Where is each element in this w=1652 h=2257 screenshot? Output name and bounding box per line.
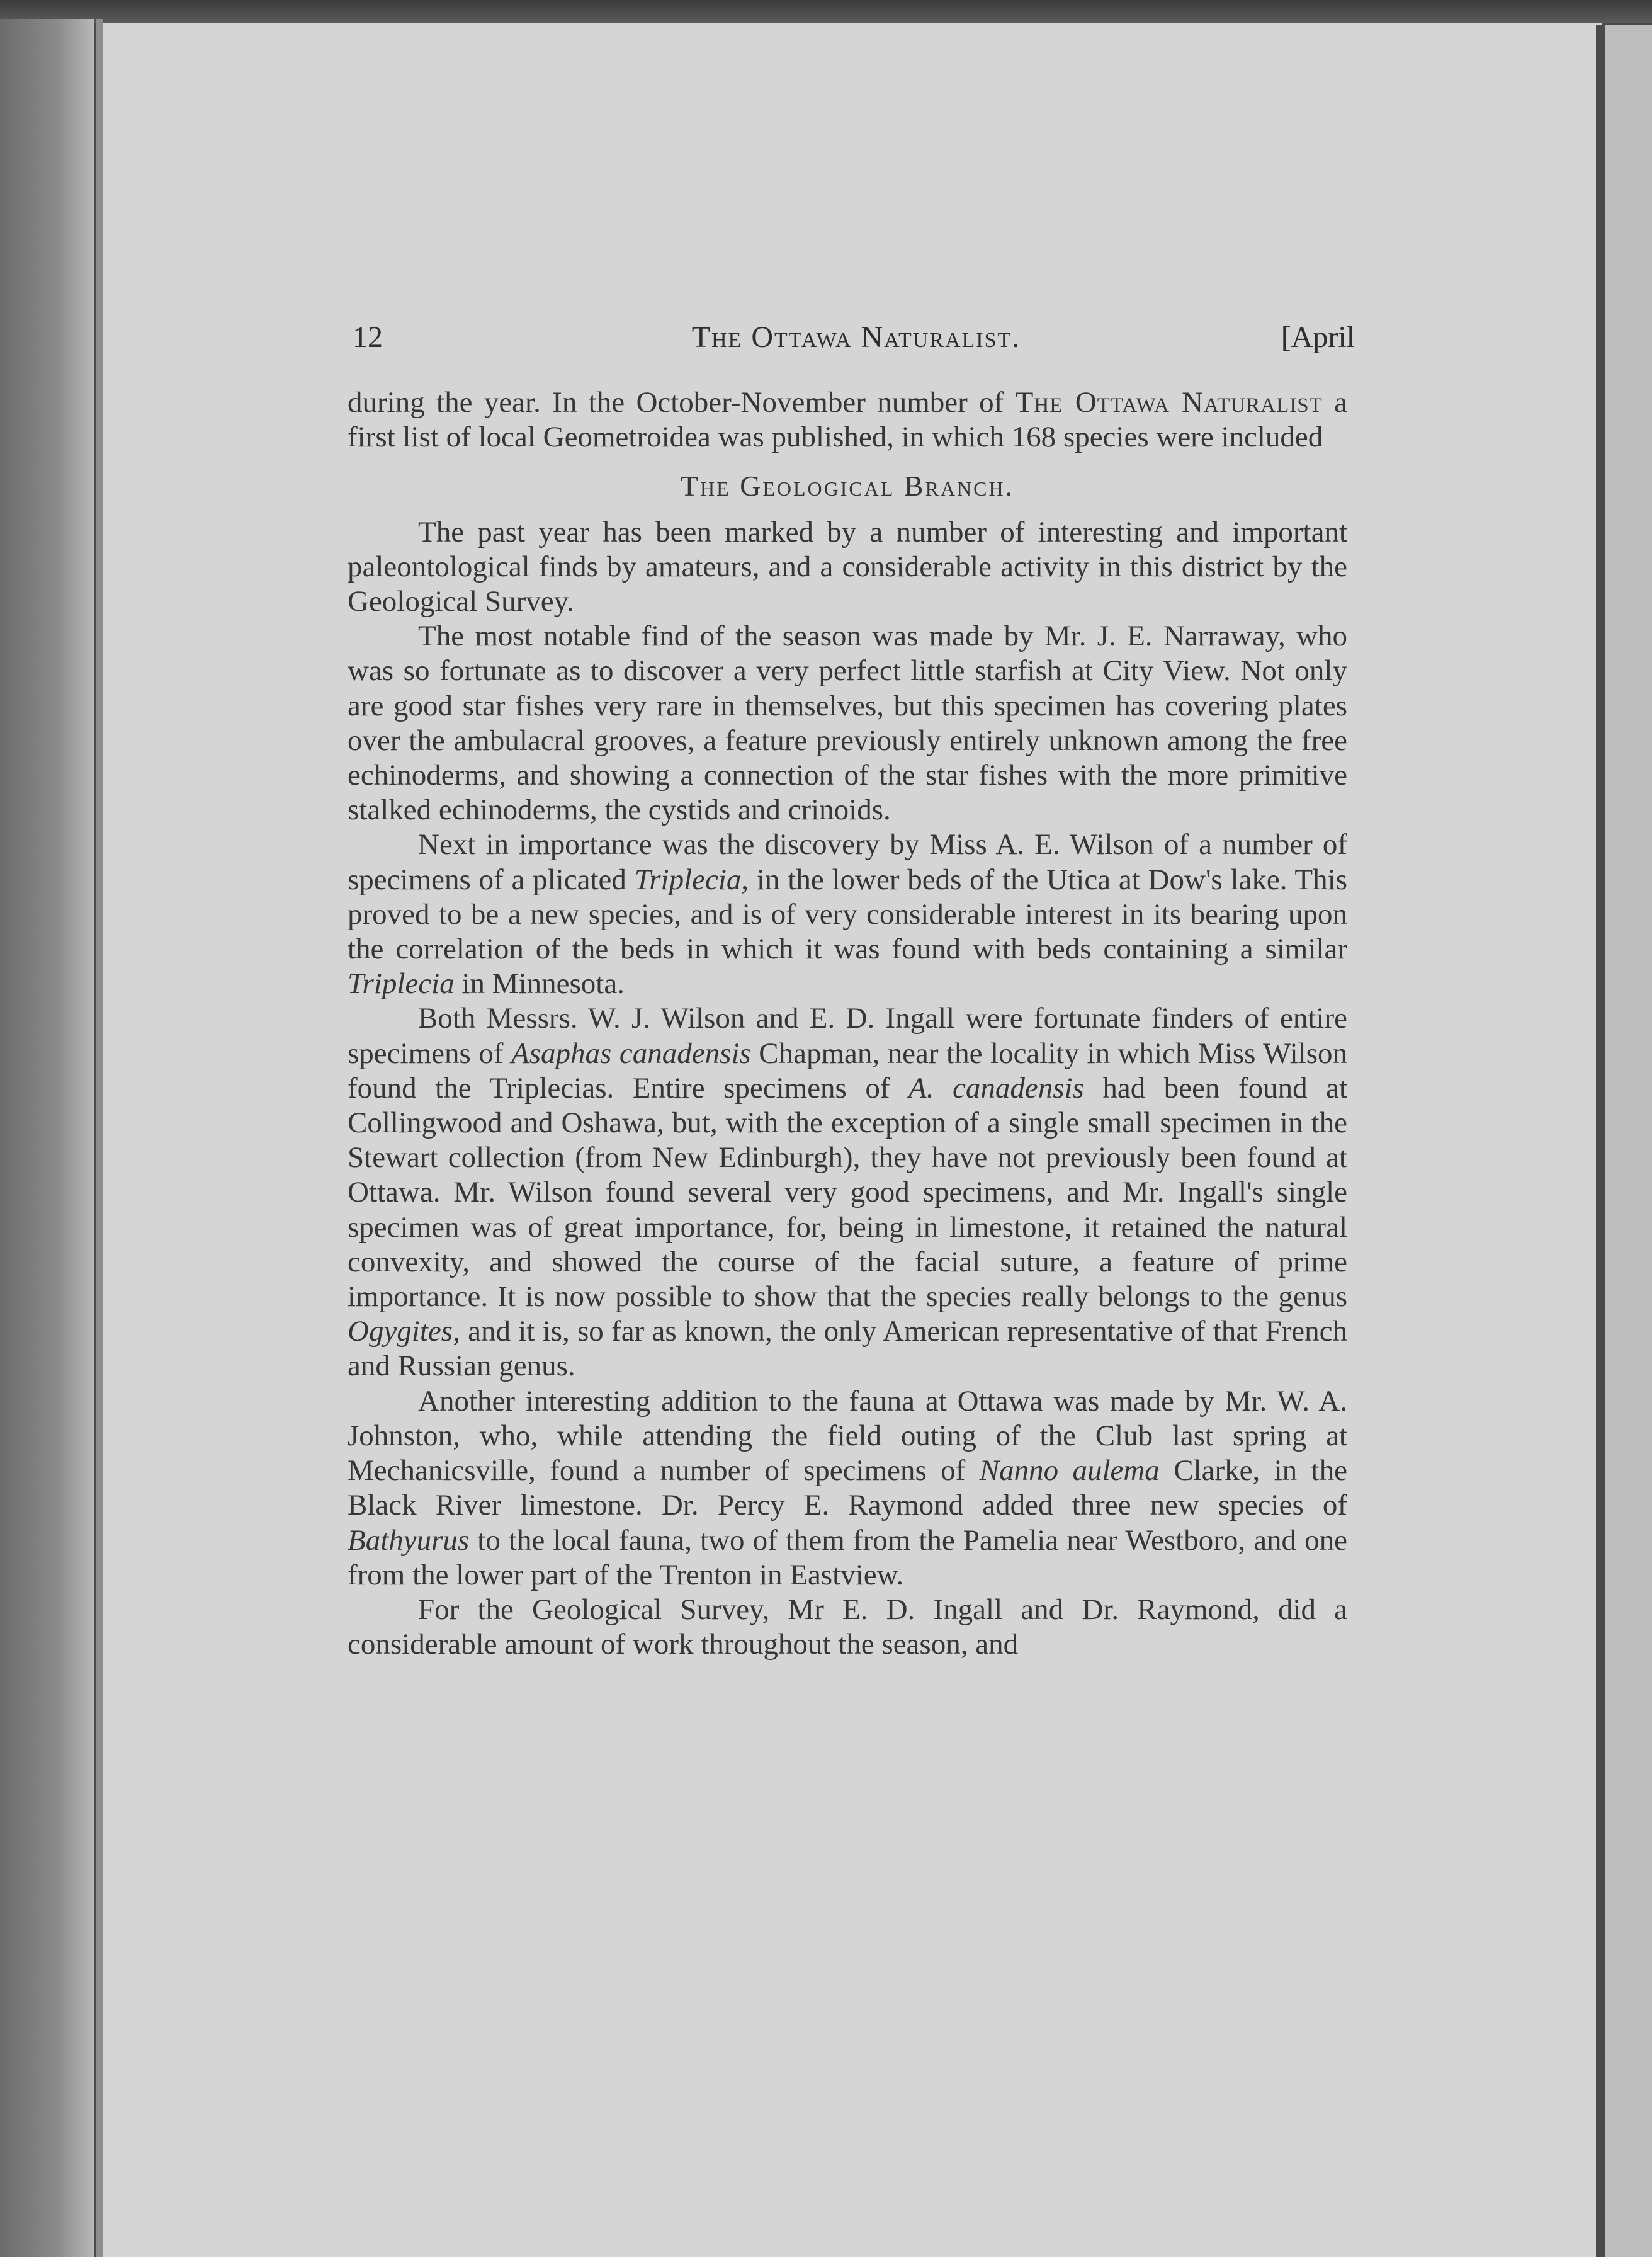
paragraph-1: The past year has been marked by a number of interesting and important paleontological finds by amateurs, and a considerable activity in this district by the Geological Survey. — [348, 515, 1347, 618]
paragraph-6: For the Geological Survey, Mr E. D. Ingall and Dr. Raymond, did a considerable amount of work throughout the season, and — [348, 1593, 1347, 1661]
scan-backdrop-top — [0, 0, 1652, 23]
paragraph-5: Another interesting addition to the fauna at Ottawa was made by Mr. W. A. Johnston, who, while attending the field outing of the Club last spring at Mechanicsville, found a number of specimens of Nanno aulema Clarke, in the Black River limestone. Dr. Percy E. Raymond added three new species of Bathyurus to the local fauna, two of them from the Pamelia near Westboro, and one from the lower part of the Trenton in Eastview. — [348, 1384, 1347, 1591]
next-page-edge — [1605, 25, 1652, 2257]
paragraph-2: The most notable find of the season was made by Mr. J. E. Narraway, who was so fortunate as to discover a very perfect little starfish at City View. Not only are good star fishes very rare in themselves, but this specimen has covering plates over the ambulacral grooves, a feature previously entirely unknown among the free echinoderms, and showing a connection of the star fishes with the more primitive stalked echinoderms, the cystids and crinoids. — [348, 620, 1347, 827]
continuation-paragraph: during the year. In the October-November number of The Ottawa Naturalist a first list of local Geometroidea was published, in which 168 species were included — [348, 386, 1347, 454]
issue-month: [April — [1281, 321, 1355, 354]
genus-name: Triplecia — [634, 863, 742, 896]
running-head — [353, 320, 1360, 360]
page-number: 12 — [353, 321, 383, 354]
species-name: A. canadensis — [908, 1071, 1084, 1105]
species-name: Asaphas canadensis — [511, 1037, 751, 1070]
paragraph-4: Both Messrs. W. J. Wilson and E. D. Ingall were fortunate finders of entire specimens of Asaphas canadensis Chapman, near the locality in which Miss Wilson found the Triplecias. Entire specimens of A. canadensis had been found at Collingwood and Oshawa, but, with the exception of a single small specimen in the Stewart collection (from New Edinburgh), they have not previously been found at Ottawa. Mr. Wilson found several very good specimens, and Mr. Ingall's single specimen was of great importance, for, being in limestone, it retained the natural convexity, and showed the course of the facial suture, a feature of prime importance. It is now possible to show that the species really belongs to the genus Ogygites, and it is, so far as known, the only American representative of that French and Russian genus. — [348, 1002, 1348, 1383]
article-body — [348, 385, 1347, 1662]
journal-name-inline: The Ottawa Naturalist — [1015, 386, 1323, 419]
scan-left-margin — [0, 19, 94, 2257]
section-heading: The Geological Branch. — [680, 470, 1015, 503]
paragraph-3: Next in importance was the discovery by Miss A. E. Wilson of a number of specimens of a plicated Triplecia, in the lower beds of the Utica at Dow's lake. This proved to be a new species, and is of very considerable interest in its bearing upon the correlation of the beds in which it was found with beds containing a similar Triplecia in Minnesota. — [348, 828, 1347, 1001]
genus-name: Triplecia — [348, 967, 455, 1001]
page-left-edge — [96, 19, 103, 2257]
genus-name: Bathyurus — [348, 1523, 470, 1557]
page-right-fold — [1596, 25, 1605, 2257]
genus-name: Ogygites — [348, 1315, 453, 1348]
journal-title: The Ottawa Naturalist. — [691, 321, 1021, 354]
species-name: Nanno aulema — [979, 1454, 1160, 1487]
